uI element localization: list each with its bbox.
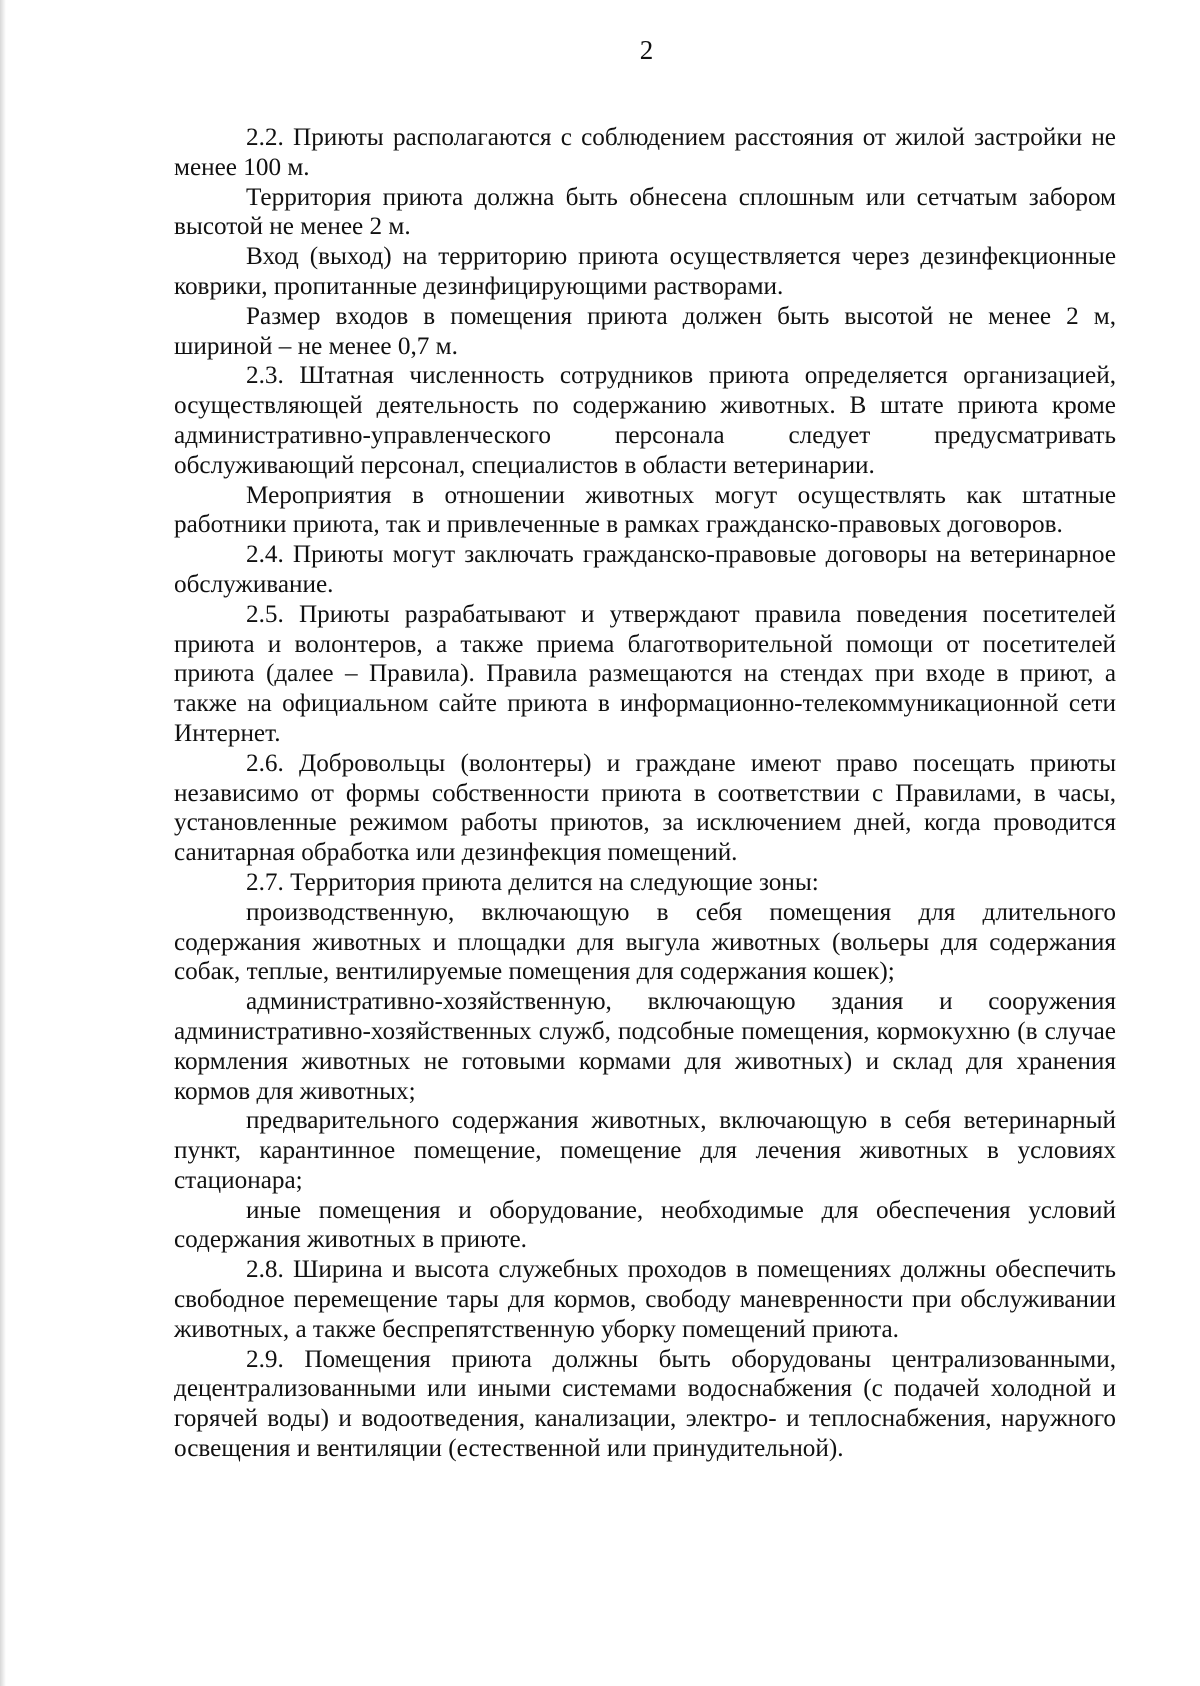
- paragraph-zone-other: иные помещения и оборудование, необходимые для обеспечения условий содержания животных в приюте.: [174, 1196, 1116, 1254]
- paragraph-2-6: 2.6. Добровольцы (волонтеры) и граждане имеют право посещать приюты независимо от формы собственности приюта в соответствии с Правилами, в часы, установленные режимом работы приютов, за исключением дней, когда проводится санитарная обработка или дезинфекция помещений.: [174, 749, 1116, 867]
- paragraph-2-5: 2.5. Приюты разрабатывают и утверждают правила поведения посетителей приюта и волонтеров, а также приема благотворительной помощи от посетителей приюта (далее – Правила). Правила размещаются на стендах при входе в приют, а также на официальном сайте приюта в информационно-телекоммуникационной сети Интернет.: [174, 600, 1116, 747]
- document-body: [174, 123, 1116, 1464]
- paragraph-2-8: 2.8. Ширина и высота служебных проходов в помещениях должны обеспечить свободное перемещение тары для кормов, свободу маневренности при обслуживании животных, а также беспрепятственную уборку помещений приюта.: [174, 1256, 1116, 1343]
- paragraph-2-7: 2.7. Территория приюта делится на следующие зоны:: [246, 868, 819, 896]
- paragraph-staff-activities: Мероприятия в отношении животных могут осуществлять как штатные работники приюта, так и привлеченные в рамках гражданско-правовых договоров.: [174, 481, 1116, 539]
- paragraph-zone-administrative: административно-хозяйственную, включающую здания и сооружения административно-хозяйственных служб, подсобные помещения, кормокухню (в случае кормления животных не готовыми кормами для животных) и склад для хранения кормов для животных;: [174, 988, 1116, 1105]
- paragraph-2-4: 2.4. Приюты могут заключать гражданско-правовые договоры на ветеринарное обслуживание.: [174, 541, 1116, 598]
- paragraph-door-size: Размер входов в помещения приюта должен быть высотой не менее 2 м, шириной – не менее 0,7 м.: [174, 302, 1116, 360]
- paragraph-fence: Территория приюта должна быть обнесена сплошным или сетчатым забором высотой не менее 2 м.: [174, 183, 1116, 241]
- paragraph-2-2: 2.2. Приюты располагаются с соблюдением расстояния от жилой застройки не менее 100 м.: [174, 124, 1116, 181]
- paragraph-zone-production: производственную, включающую в себя помещения для длительного содержания животных и площадки для выгула животных (вольеры для содержания собак, теплые, вентилируемые помещения для содержания кошек);: [174, 898, 1116, 986]
- scan-edge: [0, 0, 6, 1686]
- paragraph-entrance: Вход (выход) на территорию приюта осуществляется через дезинфекционные коврики, пропитанные дезинфицирующими растворами.: [174, 243, 1116, 300]
- paragraph-2-3: 2.3. Штатная численность сотрудников приюта определяется организацией, осуществляющей деятельность по содержанию животных. В штате приюта кроме административно-управленческого персонала следует предусматривать обслуживающий персонал, специалистов в области ветеринарии.: [174, 362, 1116, 479]
- paragraph-2-9: 2.9. Помещения приюта должны быть оборудованы централизованными, децентрализованными или иными системами водоснабжения (с подачей холодной и горячей воды) и водоотведения, канализации, электро- и теплоснабжения, наружного освещения и вентиляции (естественной или принудительной).: [174, 1345, 1116, 1463]
- page-number: 2: [639, 35, 654, 65]
- paragraph-zone-preliminary: предварительного содержания животных, включающую в себя ветеринарный пункт, карантинное помещение, помещение для лечения животных в условиях стационара;: [174, 1107, 1116, 1194]
